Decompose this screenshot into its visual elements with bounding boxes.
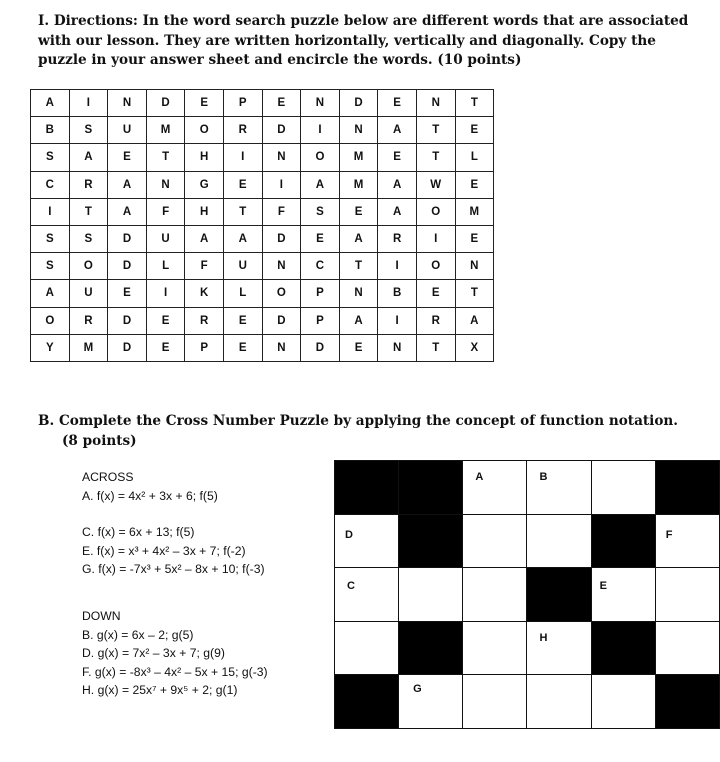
letter-cell[interactable]: O bbox=[31, 307, 70, 334]
grid-cell[interactable] bbox=[399, 675, 463, 729]
letter-cell[interactable]: P bbox=[185, 334, 224, 361]
letter-cell[interactable]: E bbox=[185, 90, 224, 117]
letter-cell[interactable]: P bbox=[301, 280, 340, 307]
letter-cell[interactable]: S bbox=[31, 225, 70, 252]
word-search-row bbox=[31, 253, 494, 280]
grid-cell[interactable] bbox=[463, 568, 527, 622]
letter-cell[interactable]: D bbox=[108, 334, 147, 361]
letter-cell[interactable]: A bbox=[31, 280, 70, 307]
letter-cell[interactable]: O bbox=[185, 117, 224, 144]
letter-cell[interactable]: A bbox=[378, 171, 417, 198]
letter-cell[interactable]: M bbox=[339, 171, 378, 198]
word-search-row bbox=[31, 280, 494, 307]
directions-line-1: I. Directions: In the word search puzzle below are different words that are associated bbox=[38, 13, 689, 29]
letter-cell[interactable]: A bbox=[223, 225, 262, 252]
word-search-grid bbox=[30, 89, 494, 362]
letter-cell[interactable]: I bbox=[301, 117, 340, 144]
letter-cell[interactable]: M bbox=[455, 198, 494, 225]
letter-cell[interactable]: N bbox=[262, 144, 301, 171]
letter-cell[interactable]: T bbox=[339, 253, 378, 280]
grid-cell-black bbox=[655, 675, 719, 729]
letter-cell[interactable]: I bbox=[223, 144, 262, 171]
letter-cell[interactable]: D bbox=[262, 117, 301, 144]
letter-cell[interactable]: R bbox=[378, 225, 417, 252]
letter-cell[interactable]: M bbox=[146, 117, 185, 144]
letter-cell[interactable]: D bbox=[108, 253, 147, 280]
letter-cell[interactable]: P bbox=[301, 307, 340, 334]
letter-cell[interactable]: F bbox=[146, 198, 185, 225]
letter-cell[interactable]: K bbox=[185, 280, 224, 307]
letter-cell[interactable]: O bbox=[301, 144, 340, 171]
letter-cell[interactable]: E bbox=[108, 280, 147, 307]
letter-cell[interactable]: E bbox=[262, 90, 301, 117]
cross-number-grid bbox=[334, 460, 720, 729]
letter-cell[interactable]: N bbox=[339, 117, 378, 144]
letter-cell[interactable]: O bbox=[69, 253, 108, 280]
letter-cell[interactable]: T bbox=[416, 117, 455, 144]
letter-cell[interactable]: M bbox=[69, 334, 108, 361]
letter-cell[interactable]: I bbox=[69, 90, 108, 117]
letter-cell[interactable]: S bbox=[31, 253, 70, 280]
letter-cell[interactable]: E bbox=[339, 198, 378, 225]
letter-cell[interactable]: I bbox=[378, 307, 417, 334]
letter-cell[interactable]: I bbox=[146, 280, 185, 307]
grid-cell-black bbox=[399, 514, 463, 568]
letter-cell[interactable]: A bbox=[378, 117, 417, 144]
clue-across-e: E. f(x) = x³ + 4x² – 3x + 7; f(-2) bbox=[82, 543, 246, 558]
letter-cell[interactable]: T bbox=[455, 90, 494, 117]
word-search-row bbox=[31, 334, 494, 361]
letter-cell[interactable]: A bbox=[339, 307, 378, 334]
letter-cell[interactable]: T bbox=[416, 144, 455, 171]
grid-cell[interactable] bbox=[591, 461, 655, 515]
letter-cell[interactable]: E bbox=[416, 280, 455, 307]
letter-cell[interactable]: R bbox=[223, 117, 262, 144]
letter-cell[interactable]: M bbox=[339, 144, 378, 171]
letter-cell[interactable]: S bbox=[69, 117, 108, 144]
letter-cell[interactable]: U bbox=[69, 280, 108, 307]
letter-cell[interactable]: I bbox=[416, 225, 455, 252]
letter-cell[interactable]: R bbox=[185, 307, 224, 334]
letter-cell[interactable]: A bbox=[301, 171, 340, 198]
grid-cell[interactable] bbox=[655, 568, 719, 622]
word-search-row bbox=[31, 144, 494, 171]
letter-cell[interactable]: S bbox=[69, 225, 108, 252]
grid-cell[interactable] bbox=[463, 514, 527, 568]
letter-cell[interactable]: E bbox=[455, 225, 494, 252]
letter-cell[interactable]: G bbox=[185, 171, 224, 198]
word-search-row bbox=[31, 90, 494, 117]
letter-cell[interactable]: F bbox=[262, 198, 301, 225]
letter-cell[interactable]: E bbox=[378, 144, 417, 171]
letter-cell[interactable]: E bbox=[146, 307, 185, 334]
letter-cell[interactable]: P bbox=[223, 90, 262, 117]
letter-cell[interactable]: E bbox=[146, 334, 185, 361]
letter-cell[interactable]: E bbox=[223, 307, 262, 334]
letter-cell[interactable]: N bbox=[146, 171, 185, 198]
clue-down-h: H. g(x) = 25x⁷ + 9x⁵ + 2; g(1) bbox=[82, 683, 238, 698]
section-b-header bbox=[38, 411, 698, 451]
cell-label-d: D bbox=[345, 528, 353, 541]
letter-cell[interactable]: R bbox=[416, 307, 455, 334]
letter-cell[interactable]: I bbox=[378, 253, 417, 280]
grid-cell[interactable] bbox=[591, 568, 655, 622]
letter-cell[interactable]: E bbox=[108, 144, 147, 171]
clue-across-g: G. f(x) = -7x³ + 5x² – 8x + 10; f(-3) bbox=[82, 562, 265, 577]
letter-cell[interactable]: U bbox=[223, 253, 262, 280]
letter-cell[interactable]: A bbox=[31, 90, 70, 117]
letter-cell[interactable]: T bbox=[416, 334, 455, 361]
directions-line-3: puzzle in your answer sheet and encircle the words. (10 points) bbox=[38, 52, 522, 68]
grid-cell-black bbox=[591, 621, 655, 675]
clue-down-d: D. g(x) = 7x² – 3x + 7; g(9) bbox=[82, 646, 225, 661]
grid-cell[interactable] bbox=[335, 514, 399, 568]
grid-cell[interactable] bbox=[335, 621, 399, 675]
letter-cell[interactable]: A bbox=[339, 225, 378, 252]
grid-cell-black bbox=[527, 568, 591, 622]
grid-cell[interactable] bbox=[591, 675, 655, 729]
letter-cell[interactable]: R bbox=[69, 171, 108, 198]
section-b-title-line-1: B. Complete the Cross Number Puzzle by applying the concept of function notation. bbox=[38, 413, 679, 429]
grid-cell-black bbox=[591, 514, 655, 568]
letter-cell[interactable]: E bbox=[223, 171, 262, 198]
cell-label-e: E bbox=[599, 580, 607, 593]
letter-cell[interactable]: H bbox=[185, 198, 224, 225]
letter-cell[interactable]: N bbox=[301, 90, 340, 117]
grid-cell[interactable] bbox=[399, 568, 463, 622]
letter-cell[interactable]: E bbox=[455, 171, 494, 198]
letter-cell[interactable]: O bbox=[262, 280, 301, 307]
letter-cell[interactable]: T bbox=[146, 144, 185, 171]
clue-down-f: F. g(x) = -8x³ – 4x² – 5x + 15; g(-3) bbox=[82, 664, 268, 679]
letter-cell[interactable]: F bbox=[185, 253, 224, 280]
letter-cell[interactable]: B bbox=[31, 117, 70, 144]
letter-cell[interactable]: O bbox=[416, 198, 455, 225]
letter-cell[interactable]: B bbox=[378, 280, 417, 307]
letter-cell[interactable]: N bbox=[378, 334, 417, 361]
letter-cell[interactable]: E bbox=[378, 90, 417, 117]
letter-cell[interactable]: A bbox=[378, 198, 417, 225]
word-search-row bbox=[31, 198, 494, 225]
grid-cell-black bbox=[399, 621, 463, 675]
word-search-row bbox=[31, 225, 494, 252]
grid-cell-black bbox=[399, 461, 463, 515]
across-heading: ACROSS bbox=[82, 470, 134, 484]
letter-cell[interactable]: T bbox=[69, 198, 108, 225]
letter-cell[interactable]: D bbox=[108, 225, 147, 252]
cell-label-f: F bbox=[665, 528, 673, 541]
grid-cell-black bbox=[655, 461, 719, 515]
section-a-directions bbox=[38, 12, 708, 71]
grid-cell-black bbox=[335, 675, 399, 729]
letter-cell[interactable]: D bbox=[262, 307, 301, 334]
letter-cell[interactable]: S bbox=[31, 144, 70, 171]
letter-cell[interactable]: X bbox=[455, 334, 494, 361]
letter-cell[interactable]: A bbox=[69, 144, 108, 171]
letter-cell[interactable]: L bbox=[146, 253, 185, 280]
letter-cell[interactable]: C bbox=[31, 171, 70, 198]
cell-label-c: C bbox=[347, 580, 355, 593]
grid-cell[interactable] bbox=[655, 621, 719, 675]
section-b-title-line-2: (8 points) bbox=[62, 433, 137, 449]
clue-across-a: A. f(x) = 4x² + 3x + 6; f(5) bbox=[82, 488, 218, 503]
grid-cell[interactable] bbox=[655, 514, 719, 568]
grid-cell[interactable] bbox=[463, 621, 527, 675]
cell-label-a: A bbox=[475, 471, 484, 483]
word-search-row bbox=[31, 171, 494, 198]
letter-cell[interactable]: A bbox=[185, 225, 224, 252]
grid-cell[interactable] bbox=[527, 621, 591, 675]
grid-cell[interactable] bbox=[527, 514, 591, 568]
cell-label-g: G bbox=[413, 683, 422, 696]
grid-cell[interactable] bbox=[527, 675, 591, 729]
letter-cell[interactable]: S bbox=[301, 198, 340, 225]
letter-cell[interactable]: D bbox=[339, 90, 378, 117]
letter-cell[interactable]: D bbox=[301, 334, 340, 361]
letter-cell[interactable]: H bbox=[185, 144, 224, 171]
letter-cell[interactable]: U bbox=[146, 225, 185, 252]
letter-cell[interactable]: L bbox=[455, 144, 494, 171]
letter-cell[interactable]: L bbox=[223, 280, 262, 307]
letter-cell[interactable]: Y bbox=[31, 334, 70, 361]
letter-cell[interactable]: N bbox=[416, 90, 455, 117]
letter-cell[interactable]: N bbox=[455, 253, 494, 280]
letter-cell[interactable]: I bbox=[262, 171, 301, 198]
letter-cell[interactable]: T bbox=[455, 280, 494, 307]
letter-cell[interactable]: E bbox=[301, 225, 340, 252]
letter-cell[interactable]: A bbox=[108, 171, 147, 198]
letter-cell[interactable]: I bbox=[31, 198, 70, 225]
letter-cell[interactable]: N bbox=[262, 253, 301, 280]
directions-line-2: with our lesson. They are written horizontally, vertically and diagonally. Copy the bbox=[38, 32, 656, 49]
letter-cell[interactable]: N bbox=[339, 280, 378, 307]
grid-cell[interactable] bbox=[335, 568, 399, 622]
word-search-row bbox=[31, 307, 494, 334]
letter-cell[interactable]: O bbox=[416, 253, 455, 280]
cell-label-h: H bbox=[539, 631, 548, 644]
letter-cell[interactable]: R bbox=[69, 307, 108, 334]
clue-list bbox=[82, 468, 322, 700]
grid-cell[interactable] bbox=[463, 461, 527, 515]
letter-cell[interactable]: E bbox=[223, 334, 262, 361]
letter-cell[interactable]: U bbox=[108, 117, 147, 144]
clue-down-b: B. g(x) = 6x – 2; g(5) bbox=[82, 627, 194, 642]
letter-cell[interactable]: A bbox=[108, 198, 147, 225]
letter-cell[interactable]: D bbox=[108, 307, 147, 334]
grid-cell[interactable] bbox=[527, 461, 591, 515]
grid-cell[interactable] bbox=[463, 675, 527, 729]
word-search-row bbox=[31, 117, 494, 144]
letter-cell[interactable]: T bbox=[223, 198, 262, 225]
letter-cell[interactable]: C bbox=[301, 253, 340, 280]
letter-cell[interactable]: W bbox=[416, 171, 455, 198]
letter-cell[interactable]: D bbox=[146, 90, 185, 117]
letter-cell[interactable]: E bbox=[339, 334, 378, 361]
letter-cell[interactable]: E bbox=[455, 117, 494, 144]
cell-label-b: B bbox=[539, 471, 548, 483]
grid-cell-black bbox=[335, 461, 399, 515]
letter-cell[interactable]: A bbox=[455, 307, 494, 334]
letter-cell[interactable]: D bbox=[262, 225, 301, 252]
letter-cell[interactable]: N bbox=[108, 90, 147, 117]
clue-across-c: C. f(x) = 6x + 13; f(5) bbox=[82, 525, 195, 540]
down-heading: DOWN bbox=[82, 608, 121, 623]
letter-cell[interactable]: N bbox=[262, 334, 301, 361]
